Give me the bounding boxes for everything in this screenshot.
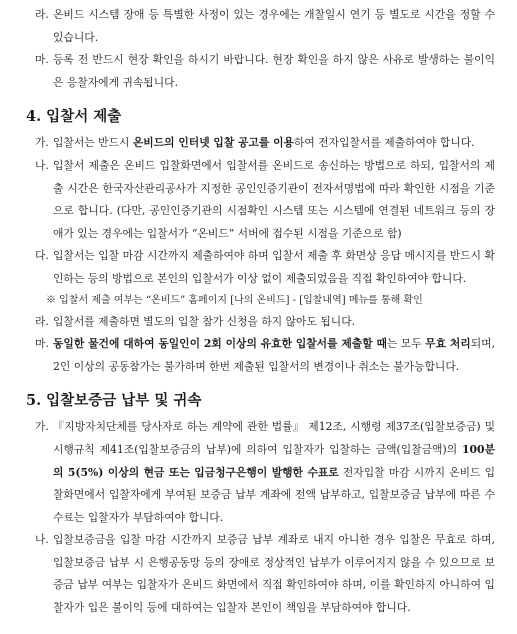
sec5-item-na <box>26 529 495 619</box>
item-marker: 나. <box>35 158 49 172</box>
item-marker: 라. <box>35 8 49 21</box>
item-marker: 다. <box>35 249 49 263</box>
item-marker: 나. <box>35 533 49 547</box>
item-text <box>53 333 495 378</box>
note-bid-check: ※ 입찰서 제출 여부는 “온비드” 홈페이지 [나의 온비드] - [입찰내역] 메뉴를 통해 확인 <box>46 294 423 306</box>
item-text: 입찰보증금을 입찰 마감 시간까지 보증금 납부 계좌로 내지 아니한 경우 입찰은 무효로 하며, 입찰보증금 납부 시 은행공동망 등의 장애로 정상적인 납부가 이루어지지 않을 수 있으므로 보증금 납부 여부는 입찰자가 온비드 화면에서 직접 확인하여야 하며, 이를 확인하지 아니하여 입찰자가 입은 불이익 등에 대하여는 입찰자 본인이 책임을 부담하여야 합니다. <box>53 533 495 615</box>
text-run: 하여 전자입찰서를 제출하여야 합니다. <box>293 136 475 150</box>
item-marker: 가. <box>35 420 49 434</box>
sec5-item-ga <box>26 416 495 529</box>
sec3-item-ma <box>26 49 495 94</box>
text-run: 입찰서는 반드시 <box>53 136 133 150</box>
section-heading-bid-submission: 4. 입찰서 제출 <box>26 108 122 126</box>
sec4-item-ra <box>26 311 495 334</box>
text-run: 『지방자치단체를 당사자로 하는 계약에 관한 법률』 제12조, 시행령 제37조(입찰보증금) 및 시행규칙 제41조(입찰보증금의 납부)에 의하여 입찰자가 입찰하는 금액(입찰금액)의 <box>53 420 495 456</box>
sec4-item-na <box>26 155 495 245</box>
item-text: 온비드 시스템 장애 등 특별한 사정이 있는 경우에는 개찰일시 연기 등 별도로 시간을 정할 수 있습니다. <box>53 8 495 44</box>
sec3-item-ra <box>26 4 495 49</box>
sec4-item-ga <box>26 132 495 155</box>
section-heading-deposit: 5. 입찰보증금 납부 및 귀속 <box>26 392 202 410</box>
item-marker: 라. <box>35 314 49 328</box>
bold-run: 동일한 물건에 대하여 동일인이 2회 이상의 유효한 입찰서를 제출할 때 <box>53 337 387 351</box>
bold-run: 온비드의 인터넷 입찰 공고를 이용 <box>132 136 294 150</box>
item-text: 입찰서를 제출하면 별도의 입찰 참가 신청을 하지 않아도 됩니다. <box>53 314 356 328</box>
sec4-item-da <box>26 245 495 290</box>
text-run: 전자입찰 마감 시까지 온비드 입찰화면에서 입찰자에게 부여된 보증금 납부 계좌에 전액 납부하고, 입찰보증금 납부에 따른 수수료는 입찰자가 부담하여야 합니다. <box>53 465 495 524</box>
item-text: 등록 전 반드시 현장 확인을 하시기 바랍니다. 현장 확인을 하지 않은 사유로 발생하는 불이익은 응찰자에게 귀속됩니다. <box>53 53 495 89</box>
text-run: 되며, 2인 이상의 공동참가는 불가하며 한번 제출된 입찰서의 변경이나 취소는 불가능합니다. <box>53 337 496 373</box>
sec4-item-ma <box>26 333 495 378</box>
text-run: 는 모두 <box>386 337 426 351</box>
item-text: 입찰서 제출은 온비드 입찰화면에서 입찰서를 온비드로 송신하는 방법으로 하되, 입찰서의 제출 시간은 한국자산관리공사가 지정한 공인인증기관이 전자서명법에 따라 확인한 시점을 기준으로 합니다. (다만, 공인인증기관의 시점확인 시스템 또는 시스템에 연결된 네트워크 등의 장애가 있는 경우에는 입찰서가 “온비드” 서버에 접수된 시점을 기준으로 함) <box>53 158 495 240</box>
item-marker: 마. <box>35 53 49 67</box>
item-text: 입찰서는 입찰 마감 시간까지 제출하여야 하며 입찰서 제출 후 화면상 응답 메시지를 반드시 확인하는 등의 방법으로 본인의 입찰서가 이상 없이 제출되었음을 직접 확인하여야 합니다. <box>53 249 495 285</box>
item-text <box>53 132 495 155</box>
bold-run: 무효 처리 <box>425 337 471 351</box>
item-text <box>53 416 495 529</box>
item-marker: 마. <box>35 337 49 351</box>
item-marker: 가. <box>35 136 49 150</box>
bold-run: 100분의 5(5%) 이상의 현금 또는 입금청구은행이 발행한 수표로 <box>53 442 495 479</box>
